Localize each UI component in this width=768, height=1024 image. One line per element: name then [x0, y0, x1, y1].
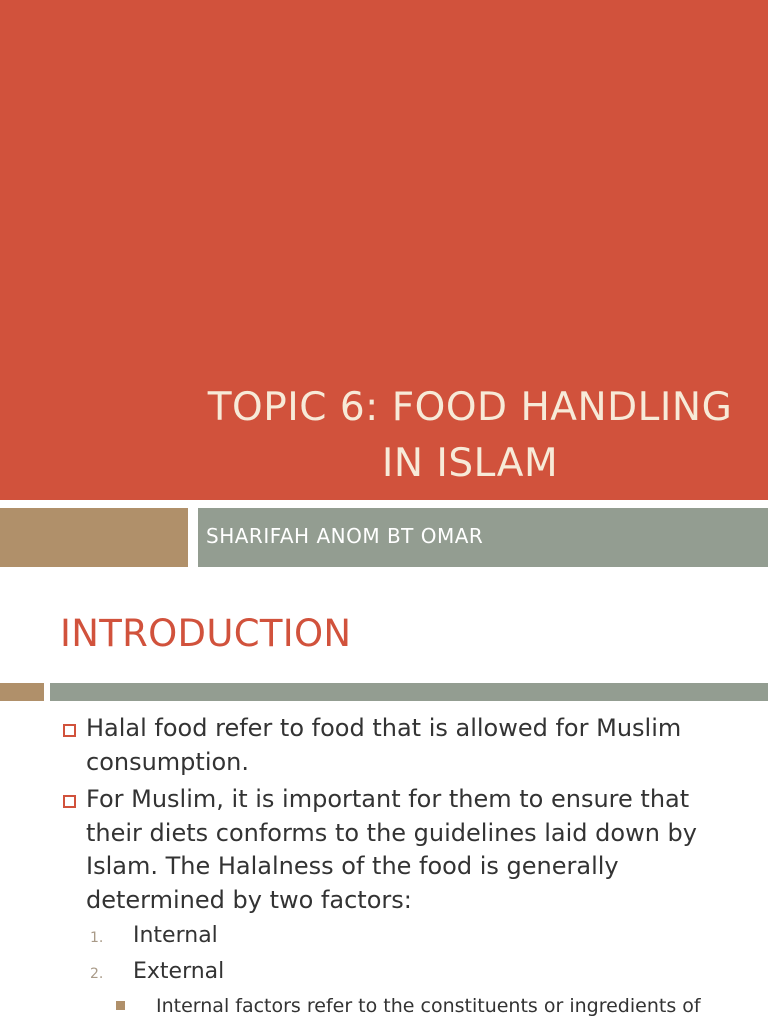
numbered-item — [0, 957, 768, 993]
title-line-2: IN ISLAM — [381, 441, 559, 486]
item-label: External — [133, 959, 225, 984]
slide-title — [190, 380, 750, 492]
numbered-item — [0, 921, 768, 957]
item-number: 1. — [90, 930, 104, 946]
item-number: 2. — [90, 966, 104, 982]
hollow-square-bullet-icon — [63, 724, 76, 737]
sub-bullet-item — [0, 993, 768, 1019]
bullet-text: Halal food refer to food that is allowed for Muslim consumption. — [86, 714, 682, 776]
divider-right — [50, 683, 768, 701]
item-label: Internal — [133, 923, 218, 948]
hollow-square-bullet-icon — [63, 795, 76, 808]
author-name: SHARIFAH ANOM BT OMAR — [206, 524, 484, 548]
section-heading: INTRODUCTION — [60, 612, 352, 655]
sub-bullet-text: Internal factors refer to the constituents or ingredients of — [156, 995, 701, 1017]
bullet-item — [0, 712, 768, 779]
bullet-item — [0, 783, 768, 917]
divider-left — [0, 683, 44, 701]
bullet-text: For Muslim, it is important for them to ensure that their diets conforms to the guidelines laid down by Islam. The Halalness of the food is generally determined by two factors: — [86, 785, 697, 914]
bullet-list — [0, 712, 768, 1019]
filled-square-bullet-icon — [116, 1001, 125, 1010]
accent-band-left — [0, 508, 188, 567]
title-line-1: TOPIC 6: FOOD HANDLING — [207, 385, 733, 430]
